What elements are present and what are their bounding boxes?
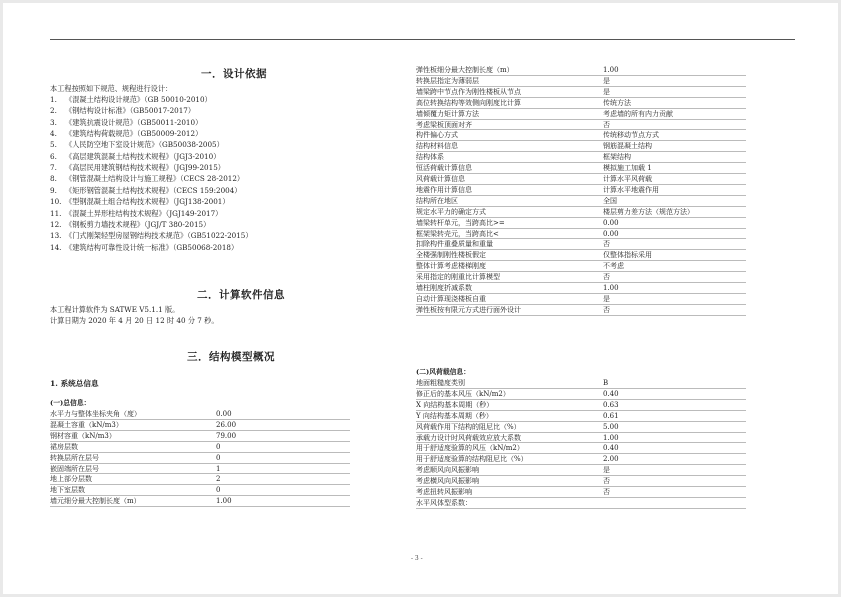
code-list-number: 8. [50,174,57,184]
code-list-item [50,243,238,253]
code-list-text: 《混凝土异形柱结构技术规程》（JGJ149-2017） [65,208,223,218]
general-info-row [50,453,350,464]
code-list-item [50,140,224,150]
param-value: 不考虑 [603,262,624,271]
param-name: 结构体系 [416,153,444,162]
code-list-text: 《门式刚架轻型房屋钢结构技术规范》（GB51022-2015） [65,231,253,241]
general-info-row [416,261,746,272]
param-name: 地下室层数 [50,486,85,495]
code-list-text: 《建筑结构可靠性设计统一标准》（GB50068-2018） [65,242,239,252]
code-list-number: 1. [50,95,57,104]
param-name: 整体计算考虑楼梯刚度 [416,262,486,271]
param-name: 弹性板细分最大控制长度（m） [416,66,514,74]
param-name: 恒活荷载计算信息 [416,164,472,173]
param-value: 2.00 [603,455,619,464]
param-value: 1.00 [216,497,232,506]
general-info-row [416,141,746,152]
param-value: 0.40 [603,444,619,453]
param-value: 钢筋混凝土结构 [603,142,652,151]
param-name: 框架梁转壳元，当跨高比< [416,229,499,238]
param-name: 扣除构件重叠质量和重量 [416,240,493,249]
general-info-row [50,485,350,496]
param-value: 79.00 [216,431,237,440]
param-value: 全国 [603,196,617,205]
code-list-text: 《钢结构设计标准》（GB50017-2017） [65,106,196,116]
param-name: 墙倾覆力矩计算方法 [416,109,479,118]
general-info-row [416,109,746,120]
wind-info-row [416,443,746,454]
code-list-item [50,95,212,105]
param-name: 地震作用计算信息 [416,185,472,194]
general-info-row [416,76,746,87]
general-info-row [416,283,746,294]
param-name: 修正后的基本风压（kN/m2） [416,389,510,398]
param-value: 0.00 [603,229,619,238]
param-value: 否 [603,305,610,314]
code-list-item [50,152,220,162]
param-name: 考虑扭转风振影响 [416,488,472,496]
param-name: 结构所在地区 [416,196,458,205]
general-info-row [416,87,746,98]
param-value: 5.00 [603,422,619,431]
param-name: 裙房层数 [50,442,78,451]
param-name: X 向结构基本周期（秒） [416,400,494,409]
param-name: 构件偏心方式 [416,131,458,140]
subsection-general-label: (一)总信息： [50,399,91,407]
param-value: 0 [216,453,221,462]
code-list-number: 14. [50,242,62,252]
general-info-row [416,152,746,163]
param-name: 转换层指定为薄弱层 [416,76,479,85]
param-value: 是 [603,466,610,475]
param-name: 风荷载作用下结构的阻尼比（%） [416,422,521,431]
param-name: 墙梁转杆单元，当跨高比>= [416,218,505,227]
general-info-row [416,185,746,196]
param-value: 否 [603,488,610,496]
wind-info-row [416,389,746,400]
param-name: 全楼强制刚性楼板假定 [416,251,486,260]
section-2-title: 二．计算软件信息 [197,289,285,301]
wind-info-row [416,465,746,476]
param-name: 混凝土容重（kN/m3） [50,420,123,429]
code-list-text: 《建筑结构荷载规范》（GB50009-2012） [65,129,203,139]
code-list-item [50,220,210,230]
param-name: 墙柱刚度折减系数 [416,284,472,292]
param-name: 用于舒适度验算的结构阻尼比（%） [416,455,528,464]
general-info-row [416,174,746,185]
general-info-row [50,464,350,475]
code-list-item [50,118,202,128]
param-value: 是 [603,87,610,96]
param-value: 1.00 [603,284,619,292]
param-value: 0 [216,486,221,495]
document-page [3,3,838,594]
param-value: 0.00 [216,410,232,418]
code-list-number: 9. [50,185,57,195]
code-list-text: 《混凝土结构设计规范》（GB 50010-2010） [65,95,212,104]
general-info-row [50,431,350,442]
param-value: 否 [603,273,610,282]
code-list-text: 《矩形钢管混凝土结构技术规程》（CECS 159:2004） [65,185,242,195]
page-number: - 3 - [411,555,423,562]
code-list-number: 5. [50,140,57,150]
wind-info-row [416,422,746,433]
code-list-number: 10. [50,197,62,207]
general-info-row [416,98,746,109]
general-info-row [50,442,350,453]
param-name: 用于舒适度验算的风压（kN/m2） [416,444,524,453]
general-info-row [416,65,746,76]
param-value: B [603,379,609,387]
code-list-item [50,186,241,196]
code-list-number: 11. [50,208,62,218]
param-name: 水平风体型系数： [416,498,472,507]
general-info-row [50,474,350,485]
param-value: 1.00 [603,66,619,74]
code-list-number: 13. [50,231,62,241]
param-value: 否 [603,240,610,249]
general-info-row [416,120,746,131]
general-info-row [50,420,350,431]
param-name: 水平力与整体坐标夹角（度） [50,410,141,418]
param-name: 弹性板按有限元方式进行面外设计 [416,305,521,314]
param-value: 传统移动节点方式 [603,131,659,140]
param-value: 1.00 [603,433,619,442]
param-value: 计算水平地震作用 [603,185,659,194]
param-value: 否 [603,477,610,486]
general-info-row [416,250,746,261]
param-name: 墙梁跨中节点作为刚性楼板从节点 [416,87,521,96]
param-value: 是 [603,76,610,85]
param-value: 0.00 [603,218,619,227]
param-name: 考虑横风向风振影响 [416,477,479,486]
section-1-title: 一．设计依据 [201,68,267,80]
general-info-row [416,305,746,316]
param-name: 转换层所在层号 [50,453,99,462]
code-list-text: 《人民防空地下室设计规范》（GB50038-2005） [65,140,224,150]
param-value: 0.61 [603,411,619,420]
param-name: Y 向结构基本周期（秒） [416,411,493,420]
param-value: 否 [603,120,610,129]
param-name: 承载力设计时风荷载效应放大系数 [416,433,521,442]
general-info-row [416,218,746,229]
general-info-row [416,272,746,283]
code-list-number: 3. [50,117,57,127]
code-list-text: 《高层民用建筑钢结构技术规程》（JGJ99-2015） [65,163,225,173]
param-name: 风荷载计算信息 [416,175,465,183]
param-value: 是 [603,294,610,303]
param-value: 1 [216,464,221,473]
code-list-number: 6. [50,151,57,161]
param-value: 26.00 [216,420,237,429]
code-list-text: 《建筑抗震设计规范》（GB50011-2010） [65,117,203,127]
code-list-item [50,163,225,173]
param-value: 传统方法 [603,98,631,107]
code-list-number: 12. [50,219,62,229]
general-info-row [416,239,746,250]
param-name: 考虑梁板顶面对齐 [416,120,472,129]
code-list-number: 7. [50,163,57,173]
header-rule [50,39,795,40]
section-3-title: 三．结构模型概况 [187,351,275,363]
section-1-intro: 本工程按照如下规范、规程进行设计： [50,84,173,93]
param-name: 高位转换结构等效侧向刚度比计算 [416,98,521,107]
code-list-item [50,231,253,241]
param-value: 考虑墙的所有内力贡献 [603,109,673,118]
code-list-number: 2. [50,106,57,116]
code-list-text: 《型钢混凝土组合结构技术规程》（JGJ138-2001） [65,197,230,207]
param-value: 模拟施工加载 1 [603,164,652,173]
wind-info-row [416,487,746,498]
code-list-item [50,197,230,207]
param-value: 计算水平风荷载 [603,175,652,183]
param-name: 嵌固端所在层号 [50,464,99,473]
param-name: 墙元细分最大控制长度（m） [50,497,141,506]
general-info-row [50,409,350,420]
param-value: 框架结构 [603,153,631,162]
general-info-row [416,229,746,240]
param-name: 地上部分层数 [50,475,92,484]
code-list-text: 《高层建筑混凝土结构技术规程》（JGJ3-2010） [65,151,221,161]
general-info-row [50,496,350,507]
code-list-item [50,209,222,219]
wind-info-row [416,476,746,487]
calc-date-line: 计算日期为 2020 年 4 月 20 日 12 时 40 分 7 秒。 [50,316,219,325]
general-info-row [416,163,746,174]
wind-info-row [416,378,746,389]
wind-info-row [416,400,746,411]
wind-info-row [416,454,746,465]
param-value: 0 [216,442,221,451]
general-info-row [416,196,746,207]
general-info-row [416,294,746,305]
software-line: 本工程计算软件为 SATWE V5.1.1 版。 [50,305,180,314]
code-list-item [50,174,244,184]
wind-info-row [416,411,746,422]
code-list-item [50,129,202,139]
param-name: 考虑顺风向风振影响 [416,466,479,475]
param-name: 地面粗糙度类别 [416,379,465,387]
general-info-row [416,207,746,218]
param-name: 自动计算现浇楼板自重 [416,294,486,303]
wind-info-row [416,433,746,444]
param-value: 0.63 [603,400,619,409]
param-value: 2 [216,475,221,484]
general-info-row [416,130,746,141]
subsection-general-info: 1. 系统总信息 [50,379,99,388]
code-list-number: 4. [50,129,57,139]
param-name: 结构材料信息 [416,142,458,151]
wind-info-row [416,498,746,509]
param-value: 0.40 [603,389,619,398]
code-list-text: 《钢板剪力墙技术规程》（JGJ/T 380-2015） [65,219,211,229]
code-list-text: 《钢管混凝土结构设计与施工规程》（CECS 28-2012） [65,174,245,184]
param-name: 规定水平力的确定方式 [416,207,486,216]
param-value: 仅整体指标采用 [603,251,652,260]
param-name: 采用指定的刚重比计算模型 [416,273,500,282]
param-name: 钢材容重（kN/m3） [50,431,116,440]
subsection-wind-label: (二)风荷载信息： [416,368,471,376]
code-list-item [50,106,195,116]
param-value: 楼层剪力差方法（规范方法） [603,207,694,216]
